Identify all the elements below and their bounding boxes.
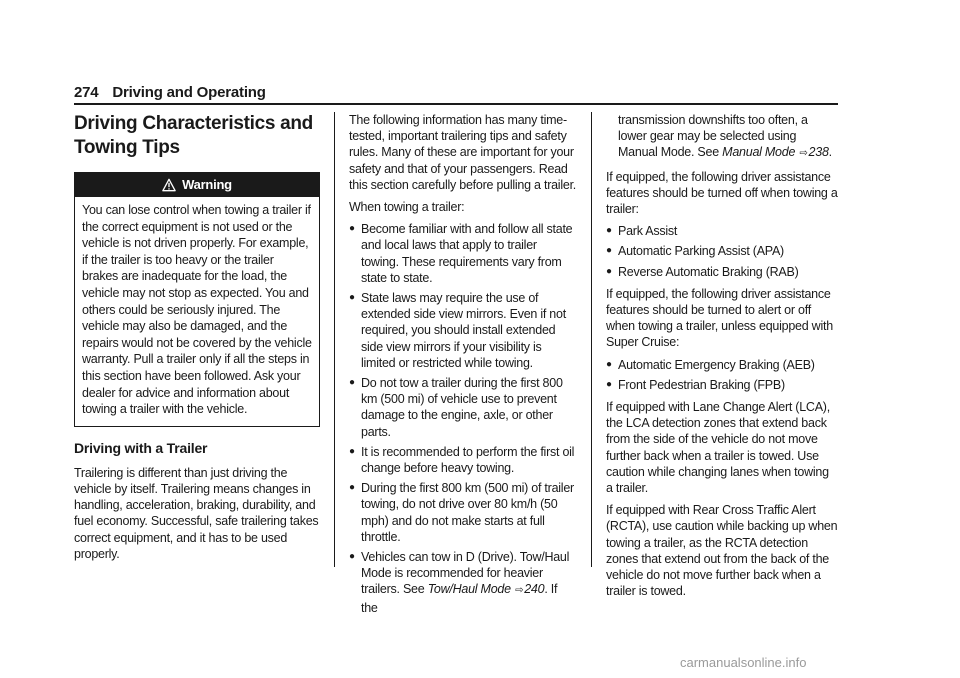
column-divider — [334, 112, 335, 567]
list-item: ● Automatic Parking Assist (APA) — [606, 244, 784, 259]
bullet-list — [606, 357, 838, 393]
list-item: ● Do not tow a trailer during the first 800 km (500 mi) of vehicle use to prevent damage to the engine, axle, or other parts. — [349, 376, 563, 439]
column-1 — [74, 112, 320, 568]
bullet-icon: ● — [349, 292, 355, 304]
bullet-icon: ● — [606, 265, 612, 277]
column-divider — [591, 112, 592, 567]
warning-header — [75, 173, 319, 197]
page-header — [74, 84, 838, 101]
paragraph: When towing a trailer: — [349, 200, 465, 215]
paragraph: transmission downshifts too often, a lower gear may be selected using Manual Mode. See Manual Mode ⇨238. — [618, 113, 832, 160]
list-item: ● State laws may require the use of extended side view mirrors. Even if not required, you should install extended side view mirrors if your visibility is limited or restricted while towing. — [349, 291, 566, 370]
list-item: ● During the first 800 km (500 mi) of trailer towing, do not drive over 80 km/h (50 mph) and do not make starts at full throttle. — [349, 481, 574, 544]
header-rule — [74, 103, 838, 105]
bullet-icon: ● — [349, 223, 355, 235]
bullet-icon: ● — [606, 358, 612, 370]
bullet-icon: ● — [349, 377, 355, 389]
bullet-icon: ● — [349, 482, 355, 494]
list-item: ● Reverse Automatic Braking (RAB) — [606, 264, 799, 279]
list-item: ● It is recommended to perform the first oil change before heavy towing. — [349, 444, 575, 476]
bullet-icon: ● — [606, 245, 612, 257]
paragraph: The following information has many time-tested, important trailering tips and safety rules. Many of these are important for your safety and that of your passengers. Read this section carefully before pulling a trailer. — [349, 113, 577, 192]
cross-reference-link[interactable]: Manual Mode — [722, 145, 796, 160]
bullet-icon: ● — [606, 378, 612, 390]
list-item: ● Become familiar with and follow all state and local laws that apply to trailer towing. These requirements vary from state to state. — [349, 222, 573, 285]
warning-text: You can lose control when towing a trailer if the correct equipment is not used or the vehicle is not driven properly. For example, if the trailer is too heavy or the trailer brakes are inadequate for the load, the vehicle may not stop as expected. You and others could be seriously injured. The vehicle may also be damaged, and the repairs would not be covered by the vehicle warranty. Pull a trailer only if all the steps in this section have been followed. Ask your dealer for advice and information about towing a trailer with the vehicle. — [82, 203, 312, 417]
bullet-icon: ● — [349, 551, 355, 563]
paragraph: If equipped with Lane Change Alert (LCA), the LCA detection zones that extend back from the side of the vehicle do not move further back when a trailer is towed. Use caution while changing lanes when towing a trailer. — [606, 400, 830, 496]
watermark: carmanualsonline.info — [680, 655, 807, 670]
warning-label: Warning — [182, 176, 232, 192]
list-item: ● Automatic Emergency Braking (AEB) — [606, 357, 815, 372]
bullet-list — [349, 221, 577, 616]
page-ref-icon: ⇨ — [799, 148, 808, 160]
bullet-icon: ● — [349, 445, 355, 457]
page-ref-icon: ⇨ — [515, 585, 524, 597]
bullet-list — [606, 223, 838, 280]
cross-reference-page[interactable]: 238 — [808, 145, 829, 160]
paragraph: If equipped, the following driver assistance features should be turned to alert or off when towing a trailer, unless equipped with Super Cruise: — [606, 286, 833, 350]
bullet-icon: ● — [606, 225, 612, 237]
column-2 — [349, 112, 577, 622]
paragraph: If equipped, the following driver assistance features should be turned off when towing a trailer: — [606, 169, 838, 217]
subsection-title: Driving with a Trailer — [74, 439, 208, 456]
list-item: ● Vehicles can tow in D (Drive). Tow/Haul Mode is recommended for heavier trailers. See Tow/Haul Mode ⇨240. If the — [349, 550, 570, 615]
paragraph: If equipped with Rear Cross Traffic Alert (RCTA), use caution while backing up when towing a trailer, as the RCTA detection zones that extend out from the back of the vehicle do not move further back when a trailer is towed. — [606, 503, 838, 599]
paragraph: Trailering is different than just driving the vehicle by itself. Trailering means changes in handling, acceleration, braking, durability, and fuel economy. Successful, safe trailering takes correct equipment, and it has to be used properly. — [74, 465, 319, 561]
list-item: ● Park Assist — [606, 224, 678, 239]
cross-reference-page[interactable]: 240 — [524, 582, 545, 597]
cross-reference-link[interactable]: Tow/Haul Mode — [427, 582, 511, 597]
page-number: 274 — [74, 84, 99, 101]
column-3 — [606, 112, 838, 605]
warning-icon — [162, 178, 176, 192]
section-title: Driving Characteristics and Towing Tips — [74, 113, 313, 158]
list-item: ● Front Pedestrian Braking (FPB) — [606, 377, 785, 392]
warning-box — [74, 172, 320, 427]
section-name: Driving and Operating — [112, 84, 266, 101]
